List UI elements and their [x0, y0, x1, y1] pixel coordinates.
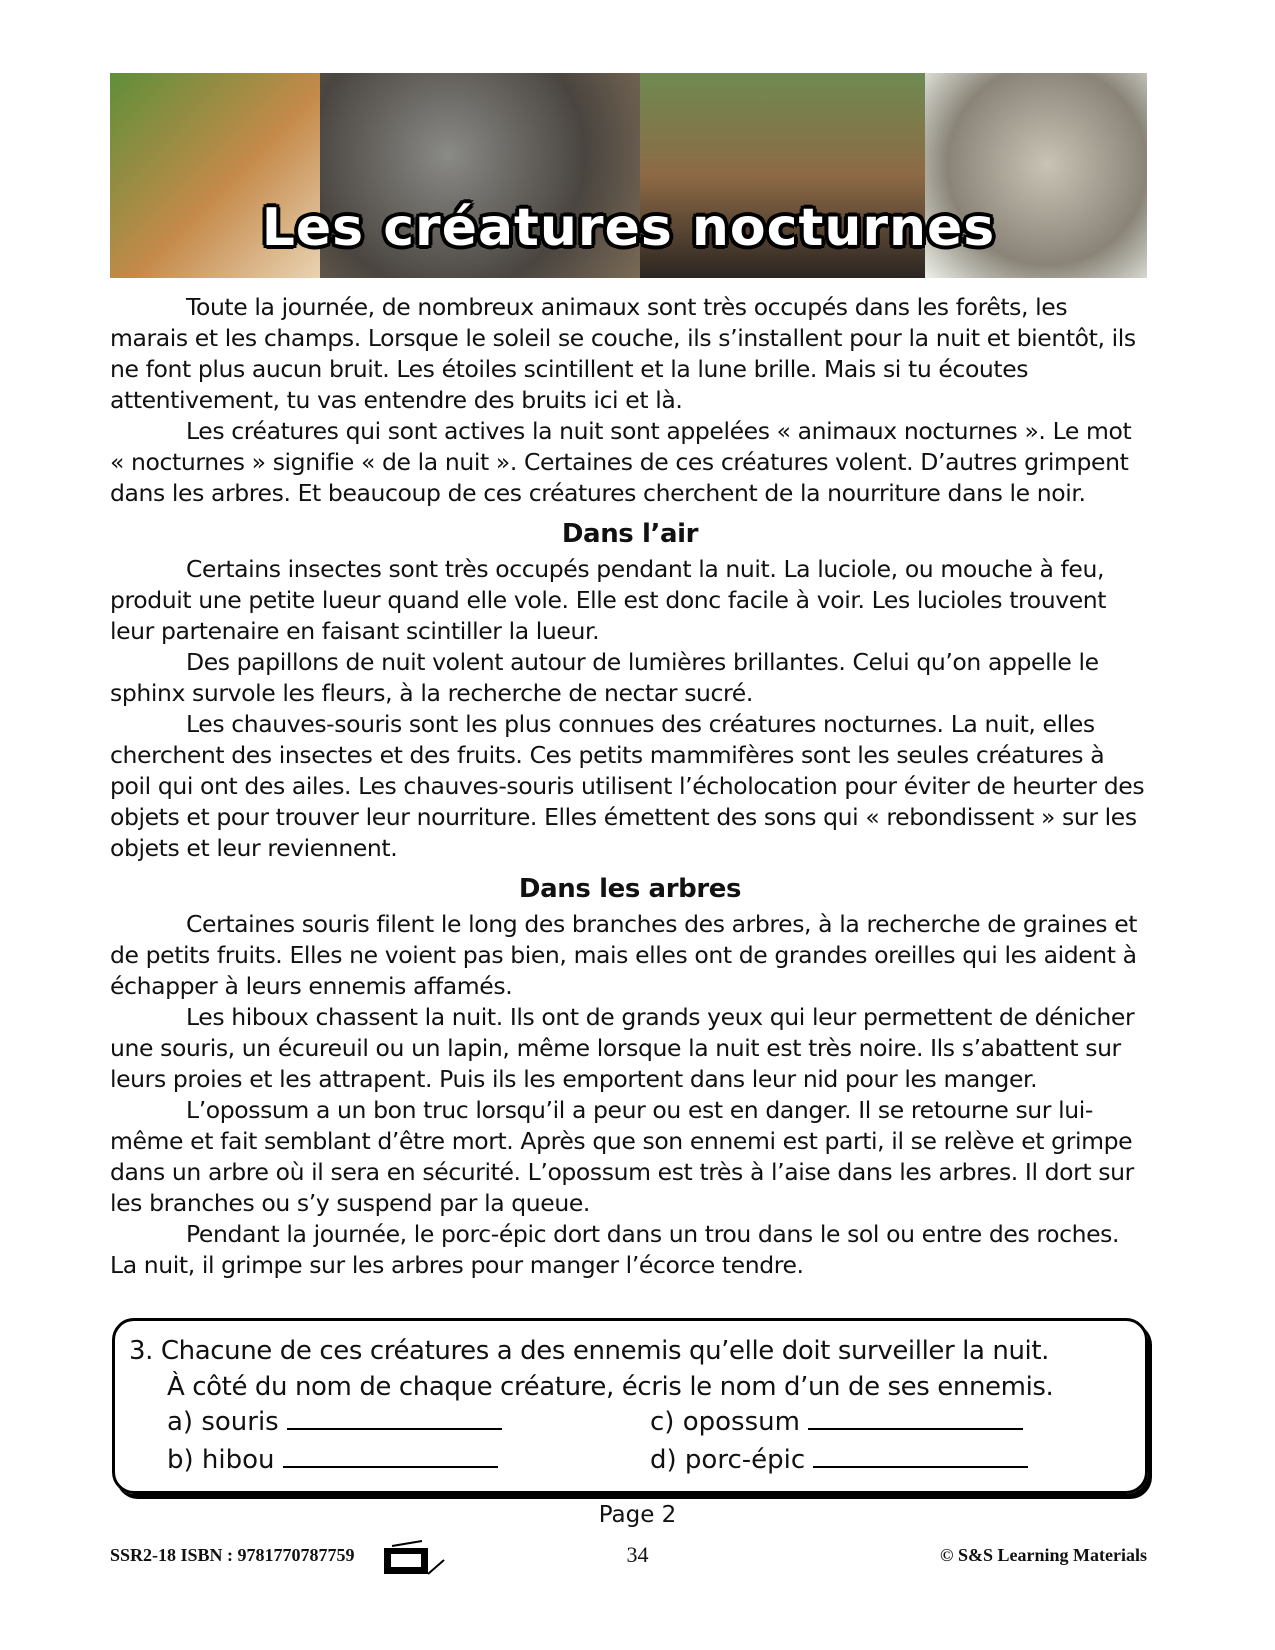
answer-blank[interactable] — [287, 1410, 502, 1430]
paragraph: Des papillons de nuit volent autour de lumières brillantes. Celui qu’on appelle le sphinx survole les fleurs, à la recherche de nectar sucré. — [110, 648, 1099, 707]
answer-label: b) hibou — [167, 1445, 275, 1475]
page-number: 34 — [626, 1542, 649, 1567]
answer-b — [167, 1445, 498, 1475]
section-heading: Dans l’air — [561, 519, 699, 549]
answer-label: d) porc-épic — [650, 1445, 806, 1475]
paragraph: Les créatures qui sont actives la nuit sont appelées « animaux nocturnes ». Le mot « nocturnes » signifie « de la nuit ». Certaines de ces créatures volent. D’autres grimpent dans les arbres. Et beaucoup de ces créatures cherchent de la nourriture dans le noir. — [110, 417, 1132, 507]
paragraph: Certains insectes sont très occupés pendant la nuit. La luciole, ou mouche à feu, produit une petite lueur quand elle vole. Elle est donc facile à voir. Les lucioles trouvent leur partenaire en faisant scintiller la lueur. — [110, 555, 1107, 645]
answer-blank[interactable] — [808, 1410, 1023, 1430]
answer-blank[interactable] — [813, 1448, 1028, 1468]
question-box — [112, 1318, 1148, 1494]
section-heading: Dans les arbres — [518, 874, 742, 904]
footer-isbn: SSR2-18 ISBN : 9781770787759 — [110, 1545, 355, 1565]
footer-copyright: © S&S Learning Materials — [940, 1545, 1147, 1565]
paragraph: Pendant la journée, le porc-épic dort dans un trou dans le sol ou entre des roches. La nuit, il grimpe sur les arbres pour manger l’écorce tendre. — [110, 1220, 1120, 1279]
question-text — [129, 1333, 1053, 1405]
paragraph: L’opossum a un bon truc lorsqu’il a peur ou est en danger. Il se retourne sur lui-même et fait semblant d’être mort. Après que son ennemi est parti, il se relève et grimpe dans un arbre où il sera en sécurité. L’opossum est très à l’aise dans les arbres. Il dort sur les branches ou s’y suspend par la queue. — [110, 1096, 1134, 1217]
answer-blank[interactable] — [283, 1448, 498, 1468]
page-title: Les créatures nocturnes — [261, 198, 996, 258]
answer-label: a) souris — [167, 1407, 279, 1437]
question-number: 3. — [129, 1336, 154, 1366]
answer-label: c) opossum — [650, 1407, 800, 1437]
article-body — [110, 292, 1150, 1281]
paragraph: Les hiboux chassent la nuit. Ils ont de grands yeux qui leur permettent de dénicher une souris, un écureuil ou un lapin, même lorsque la nuit est très noire. Ils s’abattent sur leurs proies et les attrapent. Puis ils les emportent dans leur nid pour les manger. — [110, 1003, 1135, 1093]
question-line: Chacune de ces créatures a des ennemis qu’elle doit surveiller la nuit. — [160, 1336, 1050, 1366]
page-label: Page 2 — [598, 1502, 677, 1528]
answer-d — [650, 1445, 1028, 1475]
title-banner — [110, 73, 1147, 278]
paragraph: Toute la journée, de nombreux animaux sont très occupés dans les forêts, les marais et les champs. Lorsque le soleil se couche, ils s’installent pour la nuit et bientôt, ils ne font plus aucun bruit. Les étoiles scintillent et la lune brille. Mais si tu écoutes attentivement, tu vas entendre des bruits ici et là. — [110, 293, 1136, 414]
answer-a — [167, 1407, 502, 1437]
answer-c — [650, 1407, 1023, 1437]
question-line: À côté du nom de chaque créature, écris le nom d’un de ses ennemis. — [167, 1372, 1054, 1402]
paragraph: Certaines souris filent le long des branches des arbres, à la recherche de graines et de petits fruits. Elles ne voient pas bien, mais elles ont de grandes oreilles qui les aident à échapper à leurs ennemis affamés. — [110, 910, 1138, 1000]
paragraph: Les chauves-souris sont les plus connues des créatures nocturnes. La nuit, elles cherchent des insectes et des fruits. Ces petits mammifères sont les seules créatures à poil qui ont des ailes. Les chauves-souris utilisent l’écholocation pour éviter de heurter des objets et pour trouver leur nourriture. Elles émettent des sons qui « rebondissent » sur les objets et leur reviennent. — [110, 710, 1145, 862]
